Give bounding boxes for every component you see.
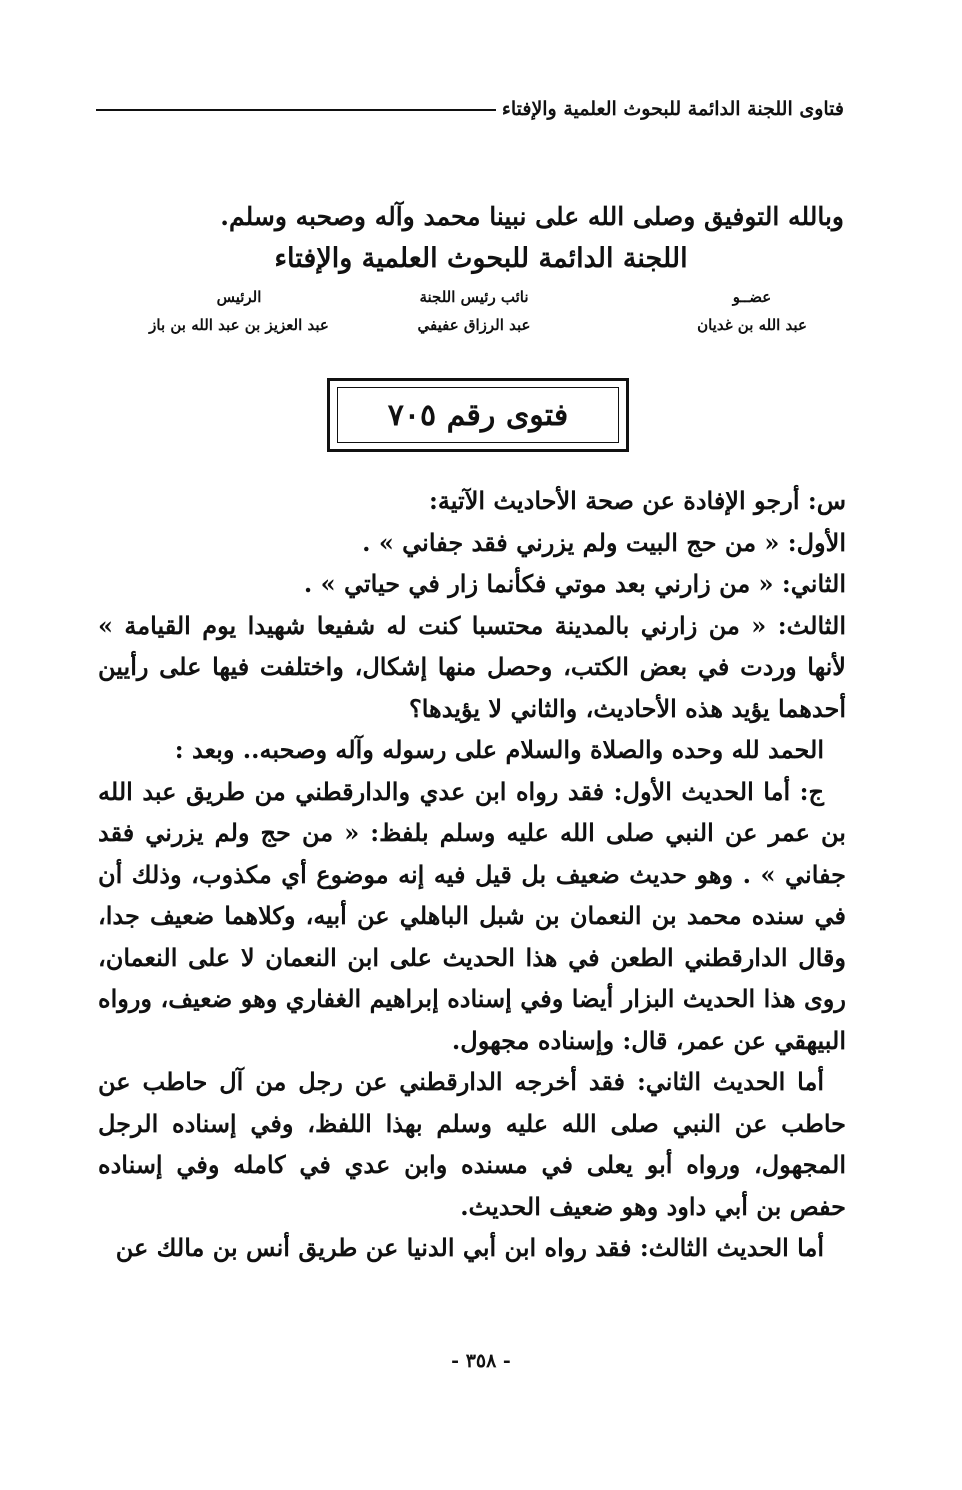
signatory-role: الرئيس — [216, 288, 262, 306]
running-header-title: فتاوى اللجنة الدائمة للبحوث العلمية والإفتاء — [501, 98, 844, 120]
page-number: - ٣٥٨ - — [451, 1350, 511, 1372]
hadith-one-question: الأول: « من حج البيت ولم يزرني فقد جفاني » . — [362, 527, 846, 557]
running-header — [96, 86, 844, 120]
answer-first-hadith: ج: أما الحديث الأول: فقد رواه ابن عدي والدارقطني من طريق عبد الله بن عمر عن النبي صلى الله عليه وسلم بلفظ: « من حج ولم يزرني فقد جفاني » . وهو حديث ضعيف بل قيل فيه إنه موضوع أي مكذوب، وذلك أن في سنده محمد بن النعمان بن شبل الباهلي عن أبيه، وكلاهما ضعيف جدا، وقال الدارقطني الطعن في هذا الحديث على ابن النعمان لا على النعمان، روى هذا الحديث البزار أيضا وفي إسناده إبراهيم الغفاري وهو ضعيف، ورواه البيهقي عن عمر، قال: وإسناده مجهول. — [98, 776, 847, 1055]
answer-third-hadith: أما الحديث الثالث: فقد رواه ابن أبي الدنيا عن طريق أنس بن مالك عن — [115, 1233, 824, 1262]
fatwa-title-box — [327, 378, 629, 452]
signatory-vice-chair — [394, 288, 554, 334]
signatory-chair — [124, 288, 354, 334]
fatwa-body — [98, 480, 846, 1269]
header-rule — [96, 109, 496, 111]
committee-name: اللجنة الدائمة للبحوث العلمية والإفتاء — [274, 243, 688, 274]
closing-line: وبالله التوفيق وصلى الله على نبينا محمد وآله وصحبه وسلم. — [220, 202, 844, 231]
hadith-two-question: الثاني: « من زارني بعد موتي فكأنما زار في حياتي » . — [303, 569, 846, 598]
hadith-three-question: الثالث: « من زارني بالمدينة محتسبا كنت له شفيعا شهيدا يوم القيامة » لأنها وردت في بعض الكتب، وحصل منها إشكال، واختلفت فيها على رأيين أحدهما يؤيد هذه الأحاديث، والثاني لا يؤيدها؟ — [98, 610, 846, 723]
signatory-role: عضــو — [732, 288, 772, 306]
signatory-name: عبد الله بن غديان — [697, 316, 807, 334]
signatory-role: نائب رئيس اللجنة — [419, 288, 529, 306]
signatory-name: عبد العزيز بن عبد الله بن باز — [149, 316, 329, 334]
question-intro: س: أرجو الإفادة عن صحة الأحاديث الآتية: — [429, 486, 846, 515]
answer-second-hadith: أما الحديث الثاني: فقد أخرجه الدارقطني عن رجل من آل حاطب عن حاطب عن النبي صلى الله عليه وسلم بهذا اللفظ، وفي إسناده الرجل المجهول، ورواه أبو يعلى في مسنده وابن عدي في كامله وفي إسناده حفص بن أبي داود وهو ضعيف الحديث. — [98, 1067, 846, 1221]
fatwa-title: فتوى رقم ٧٠٥ — [337, 387, 619, 443]
signatory-member — [652, 288, 852, 334]
signatory-name: عبد الرزاق عفيفي — [417, 316, 531, 334]
praise-line: الحمد لله وحده والصلاة والسلام على رسوله وآله وصحبه.. وبعد : — [174, 735, 824, 764]
